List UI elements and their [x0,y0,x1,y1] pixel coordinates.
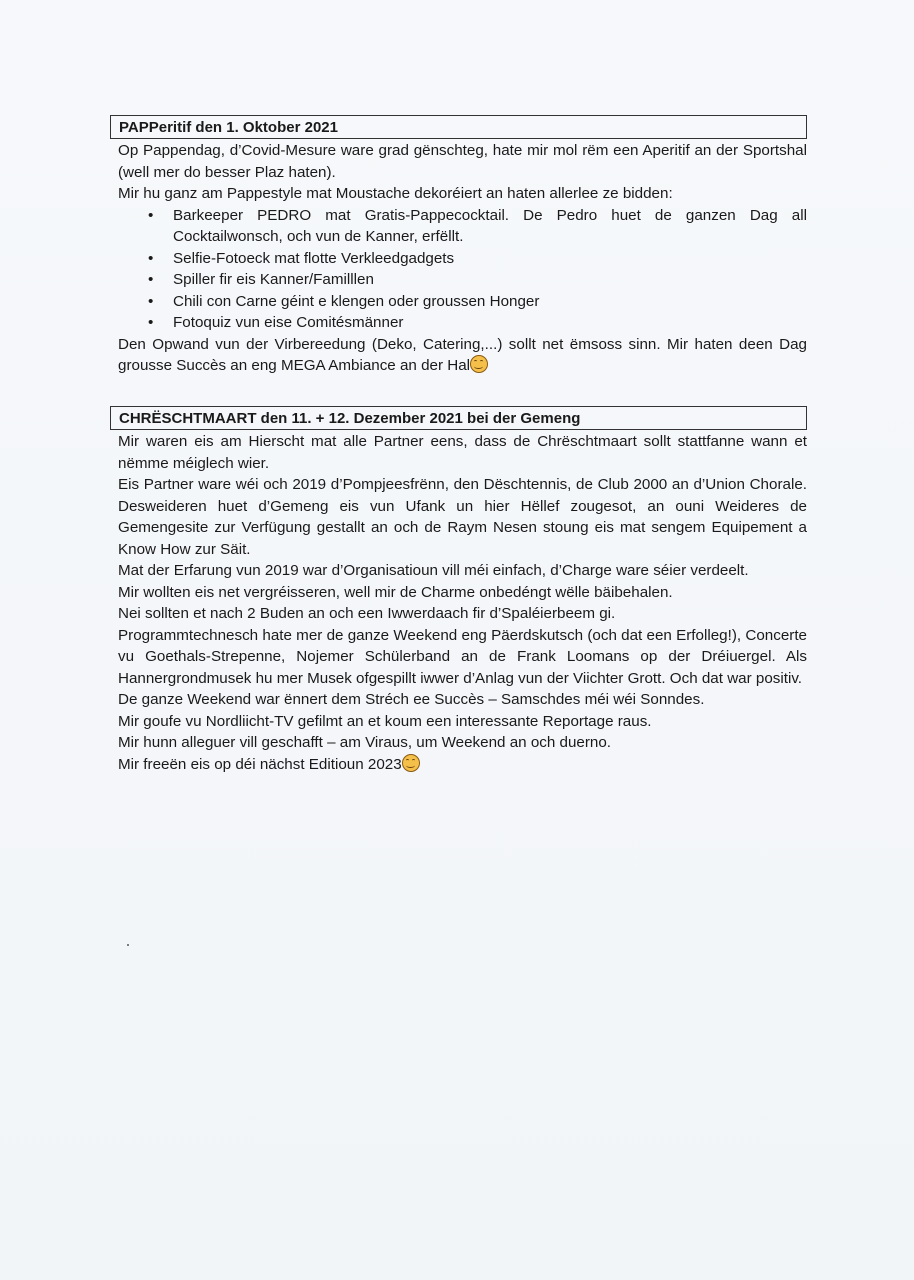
paragraph: Mir waren eis am Hierscht mat alle Partner eens, dass de Chrëschtmaart sollt stattfanne wann et nëmme méiglech wier. [118,433,807,472]
list-item: • Fotoquiz vun eise Comitésmänner [173,312,807,334]
paragraph-text: Mir freeën eis op déi nächst Editioun 2023 [118,755,402,773]
paragraph: Programmtechnesch hate mer de ganze Weekend eng Päerdskutsch (och dat een Erfolleg!), Concerte vu Goethals-Strepenne, Nojemer Schülerband an de Frank Loomans op der Dréiuergel. Als Hannergrondmusek hu mer Musek ofgespillt iwwer d’Anlag vun der Viichter Grott. Och dat war positiv. [118,626,807,687]
paragraph: De ganze Weekend war ënnert dem Stréch ee Succès – Samschdes méi wéi Sonndes. [118,691,705,708]
paragraph-text: Den Opwand vun der Virbereedung (Deko, Catering,...) sollt net ëmsoss sinn. Mir haten deen Dag grousse Succès an eng MEGA Ambiance an der Hal [118,335,807,374]
paragraph: Mir wollten eis net vergréisseren, well mir de Charme onbedéngt wëlle bäibehalen. [118,583,673,601]
paragraph: Mir goufe vu Nordliicht-TV gefilmt an et koum een interessante Reportage raus. [118,712,652,730]
list-item: • Spiller fir eis Kanner/Familllen [173,269,807,291]
paragraph: Mat der Erfarung vun 2019 war d’Organisatioun vill méi einfach, d’Charge ware séier verdeelt. [118,562,749,579]
section-heading: PAPPeritif den 1. Oktober 2021 [110,115,807,139]
list-item: • Selfie-Fotoeck mat flotte Verkleedgadgets [173,248,807,270]
paragraph: Nei sollten et nach 2 Buden an och een Iwwerdaach fir d’Spaléierbeem gi. [118,605,616,622]
section-body [110,430,807,775]
scan-speck [127,944,129,946]
paragraph: Mir hunn alleguer vill geschafft – am Viraus, um Weekend an och duerno. [118,734,612,751]
section-body [110,139,807,377]
section-chreschtmaart [110,406,807,775]
bullet-list [118,205,807,334]
list-item: • Barkeeper PEDRO mat Gratis-Pappecocktail. De Pedro huet de ganzen Dag all Cocktailwonsch, och vun de Kanner, erfëllt. [173,205,807,248]
paragraph [118,334,807,377]
paragraph: Eis Partner ware wéi och 2019 d’Pompjeesfrënn, den Dëschtennis, de Club 2000 an d’Union Chorale. Desweideren huet d’Gemeng eis vun Ufank un hier Hëllef zougesot, an ouni Weideres de Gemengesite zur Verfügung gestallt an och de Raym Nesen stoung eis mat sengem Equipement a Know How zur Säit. [118,476,807,558]
paragraph: Mir hu ganz am Pappestyle mat Moustache dekoréiert an haten allerlee ze bidden: [118,185,673,202]
smiley-icon [402,754,420,772]
section-papperitif [110,115,807,377]
section-heading: CHRËSCHTMAART den 11. + 12. Dezember 2021 bei der Gemeng [110,406,807,430]
paragraph [118,754,807,776]
list-item: • Chili con Carne géint e klengen oder groussen Honger [173,291,807,313]
paragraph: Op Pappendag, d’Covid-Mesure ware grad gënschteg, hate mir mol rëm een Aperitif an der Sportshal (well mer do besser Plaz haten). [118,142,807,181]
smiley-icon [470,355,488,373]
